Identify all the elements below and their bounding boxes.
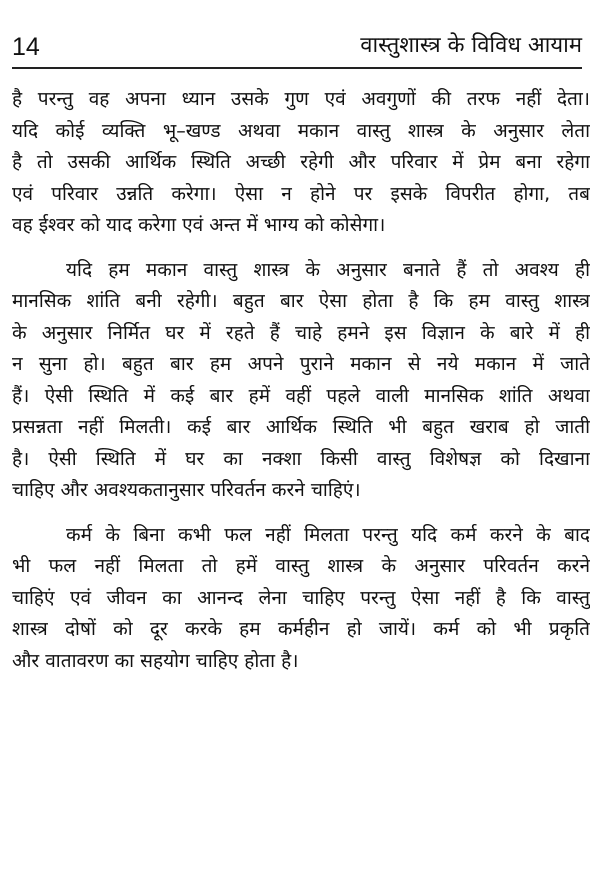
text-line: कर्म के बिना कभी फल नहीं मिलता परन्तु यदि कर्म करने के बाद xyxy=(66,523,590,546)
paragraph-3 xyxy=(12,520,590,678)
text-line: और वातावरण का सहयोग चाहिए होता है। xyxy=(12,649,299,672)
text-line: वह ईश्वर को याद करेगा एवं अन्त में भाग्य को कोसेगा। xyxy=(12,214,386,236)
text-line: के अनुसार निर्मित घर में रहते हैं चाहे हमने इस विज्ञान के बारे में ही xyxy=(12,321,590,344)
text-line: हैं। ऐसी स्थिति में कई बार हमें वहीं पहले वाली मानसिक शांति अथवा xyxy=(12,384,590,407)
header-rule xyxy=(12,67,582,69)
text-line: यदि कोई व्यक्ति भू–खण्ड अथवा मकान वास्तु शास्त्र के अनुसार लेता xyxy=(12,119,590,142)
page-number: 14 xyxy=(12,33,40,61)
text-line: प्रसन्नता नहीं मिलती। कई बार आर्थिक स्थिति भी बहुत खराब हो जाती xyxy=(12,416,590,438)
body-text xyxy=(12,84,590,677)
text-line: चाहिए और अवश्यकतानुसार परिवर्तन करने चाहिएं। xyxy=(12,479,361,501)
text-line: यदि हम मकान वास्तु शास्त्र के अनुसार बनाते हैं तो अवश्य ही xyxy=(66,258,590,281)
running-title: वास्तुशास्त्र के विविध आयाम xyxy=(360,33,582,58)
text-line: है। ऐसी स्थिति में घर का नक्शा किसी वास्तु विशेषज्ञ को दिखाना xyxy=(12,447,590,470)
paragraph-2 xyxy=(12,255,590,507)
text-line: है तो उसकी आर्थिक स्थिति अच्छी रहेगी और परिवार में प्रेम बना रहेगा xyxy=(12,151,590,173)
text-line: भी फल नहीं मिलता तो हमें वास्तु शास्त्र के अनुसार परिवर्तन करने xyxy=(12,555,590,577)
text-line: एवं परिवार उन्नति करेगा। ऐसा न होने पर इसके विपरीत होगा, तब xyxy=(12,182,590,205)
text-line: शास्त्र दोषों को दूर करके हम कर्महीन हो जायें। कर्म को भी प्रकृति xyxy=(12,618,590,640)
text-line: न सुना हो। बहुत बार हम अपने पुराने मकान से नये मकान में जाते xyxy=(12,353,590,375)
text-line: मानसिक शांति बनी रहेगी। बहुत बार ऐसा होता है कि हम वास्तु शास्त्र xyxy=(12,290,590,312)
text-line: चाहिएं एवं जीवन का आनन्द लेना चाहिए परन्तु ऐसा नहीं है कि वास्तु xyxy=(12,586,590,609)
text-line: है परन्तु वह अपना ध्यान उसके गुण एवं अवगुणों की तरफ नहीं देता। xyxy=(12,88,590,110)
page-header xyxy=(12,27,582,67)
paragraph-1 xyxy=(12,84,590,242)
